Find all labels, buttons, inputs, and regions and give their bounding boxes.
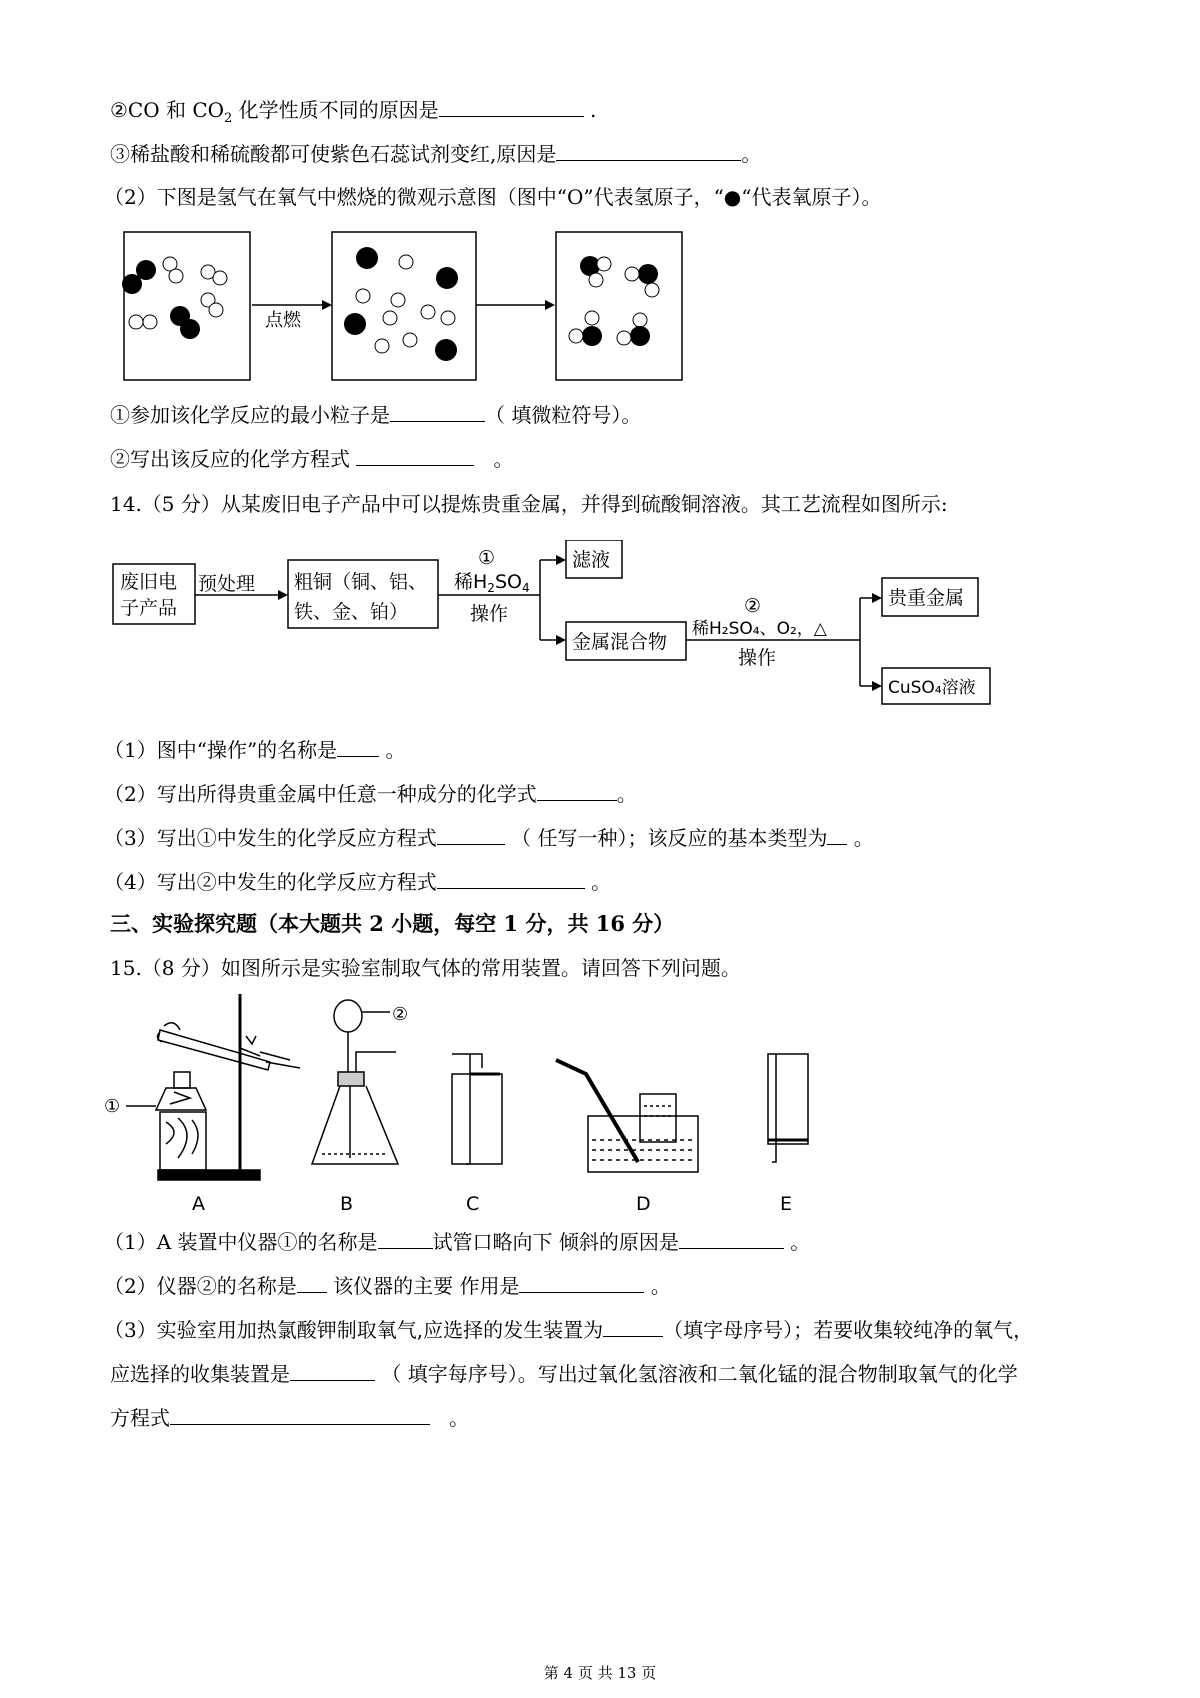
water-trough [588, 1116, 698, 1172]
text: （ 任写一种）；该反应的基本类型为 [504, 826, 828, 850]
q13-line3 [110, 142, 761, 166]
text: 。 [493, 447, 514, 471]
flow-text: 操作 [470, 603, 509, 625]
text: 化学性质不同的原因是 [232, 98, 439, 122]
hydrogen-combustion-diagram [110, 228, 750, 388]
text: 。 [644, 1274, 671, 1298]
q14-q2 [104, 782, 637, 806]
stand-base [158, 1170, 260, 1180]
q13-sub2 [110, 447, 513, 471]
flow-text: SO [494, 571, 522, 593]
answer-blank[interactable] [337, 738, 379, 757]
text: （ 填微粒符号）。 [485, 403, 642, 427]
text: 。 [783, 1230, 811, 1254]
rubber-stopper [338, 1072, 364, 1086]
label-a: A [192, 1193, 205, 1215]
flow-text: 2 [487, 581, 495, 595]
text: （填字母序号）；若要收集较纯净的氧气， [663, 1318, 1034, 1342]
glass-tube [452, 1054, 482, 1164]
flow-text: 滤液 [572, 549, 611, 571]
text: ①参加该化学反应的最小粒子是 [110, 403, 390, 427]
separatory-funnel [334, 1000, 362, 1032]
q15-q2 [104, 1274, 671, 1298]
apparatus-e [768, 1054, 808, 1162]
text: 应选择的收集装置是 [110, 1362, 290, 1386]
text: （4）写出②中发生的化学反应方程式 [104, 870, 437, 894]
q15-q3-line2 [110, 1362, 1018, 1386]
q15-q3-line3 [110, 1406, 469, 1430]
answer-blank[interactable] [437, 870, 585, 889]
flow-text: 粗铜（铜、铝、 [294, 571, 428, 593]
collecting-bottle [640, 1094, 676, 1142]
text: ②CO 和 CO [110, 98, 225, 122]
test-tube [158, 1030, 270, 1070]
text: 方程式 [110, 1406, 170, 1430]
text: （2）仪器②的名称是 [104, 1274, 297, 1298]
answer-blank[interactable] [519, 1274, 644, 1293]
text: （1）A 装置中仪器①的名称是 [104, 1230, 378, 1254]
reaction-arrow-1 [252, 300, 332, 331]
label-d: D [636, 1193, 651, 1215]
text: （2）写出所得贵重金属中任意一种成分的化学式 [104, 782, 537, 806]
q15-q1 [104, 1230, 810, 1254]
flow-text: 金属混合物 [572, 631, 668, 653]
text: 。 [584, 870, 612, 894]
text: 三、实验探究题（本大题共 2 小题，每空 1 分，共 16 分） [110, 911, 675, 936]
inverted-bottle [768, 1054, 808, 1144]
flow-text: ② [744, 595, 762, 617]
text: （ 填字每序号）。写出过氧化氢溶液和二氧化锰的混合物制取氧气的化学 [375, 1362, 1018, 1386]
flow-text: CuSO₄溶液 [888, 678, 976, 698]
label-c: C [466, 1193, 480, 1215]
text: 15.（8 分）如图所示是实验室制取气体的常用装置。请回答下列问题。 [110, 956, 741, 980]
flow-text: ① [478, 547, 496, 569]
answer-blank[interactable] [556, 142, 741, 161]
text: （2）下图是氢气在氧气中燃烧的微观示意图（图中“O”代表氢原子，“●“代表氧原子）。 [104, 185, 882, 209]
apparatus-d [556, 1060, 698, 1172]
text: 该仪器的主要 作用是 [326, 1274, 520, 1298]
q15-title [110, 956, 741, 980]
q13-line2 [110, 98, 596, 131]
q14-q1 [104, 738, 406, 762]
label-b: B [340, 1193, 354, 1215]
text: ③稀盐酸和稀硫酸都可使紫色石蕊试剂变红,原因是 [110, 142, 557, 166]
text: （1）图中“操作”的名称是 [104, 738, 338, 762]
label-2: ② [392, 1004, 409, 1025]
text: 试管口略向下 倾斜的原因是 [432, 1230, 679, 1254]
answer-blank[interactable] [390, 403, 485, 422]
q13-part2 [104, 185, 881, 209]
apparatus-a [104, 994, 300, 1180]
delivery-tube [556, 1060, 638, 1162]
answer-blank[interactable] [537, 782, 617, 801]
answer-blank[interactable] [170, 1406, 430, 1425]
flow-text: 操作 [738, 647, 777, 669]
answer-blank[interactable] [679, 1230, 784, 1249]
answer-blank[interactable] [827, 826, 847, 845]
answer-blank[interactable] [290, 1362, 375, 1381]
flow-text: 稀H [454, 571, 488, 593]
flow-text: 铁、金、铂） [294, 601, 409, 623]
flow-text: 稀H₂SO₄、O₂，△ [692, 619, 827, 639]
q14-title [110, 492, 948, 516]
q13-sub1 [110, 403, 641, 427]
text: 。 [847, 826, 874, 850]
q14-q3 [104, 826, 874, 850]
reactants-box [122, 232, 250, 380]
answer-blank[interactable] [378, 1230, 433, 1249]
text: （3）实验室用加热氯酸钾制取氧气,应选择的发生装置为 [104, 1318, 604, 1342]
apparatus-b [312, 1000, 408, 1164]
text: 14.（5 分）从某废旧电子产品中可以提炼贵重金属，并得到硫酸铜溶液。其工艺流程如图所示: [110, 492, 948, 516]
subscript: 2 [224, 111, 233, 126]
lamp-wick-holder [174, 1072, 190, 1088]
flow-text: 预处理 [198, 573, 256, 595]
products-box [556, 232, 682, 380]
answer-blank[interactable] [297, 1274, 327, 1293]
label-1: ① [104, 1096, 121, 1117]
conical-flask [312, 1086, 398, 1164]
text: 。 [379, 738, 406, 762]
apparatus-c [452, 1054, 502, 1164]
text: （3）写出①中发生的化学反应方程式 [104, 826, 437, 850]
page-footer: 第 4 页 共 13 页 [543, 1664, 657, 1682]
q15-q3-line1 [104, 1318, 1033, 1342]
answer-blank[interactable] [439, 98, 584, 117]
label-e: E [780, 1193, 793, 1215]
text: . [583, 98, 597, 122]
text: ②写出该反应的化学方程式 [110, 447, 357, 471]
text: 。 [741, 142, 762, 166]
flow-text: 贵重金属 [888, 587, 965, 609]
reaction-arrow-2 [476, 300, 555, 310]
flow-text: 4 [521, 581, 530, 595]
answer-blank[interactable] [356, 447, 474, 466]
flow-text: 废旧电 [120, 571, 178, 593]
gas-bottle [452, 1074, 502, 1164]
apparatus-figure [100, 990, 1030, 1215]
alcohol-lamp [156, 1088, 206, 1110]
section-heading [110, 912, 674, 936]
flow-text: 子产品 [120, 597, 178, 619]
answer-blank[interactable] [603, 1318, 663, 1337]
text: 。 [442, 1406, 470, 1430]
answer-blank[interactable] [437, 826, 505, 845]
intermediate-box [332, 232, 476, 380]
q14-q4 [104, 870, 611, 894]
svg-text:稀H2SO4 [454, 571, 530, 595]
wood-block [160, 1112, 206, 1170]
arrow-label: 点燃 [265, 310, 301, 331]
text: 。 [616, 782, 637, 806]
process-flowchart [110, 540, 1100, 720]
